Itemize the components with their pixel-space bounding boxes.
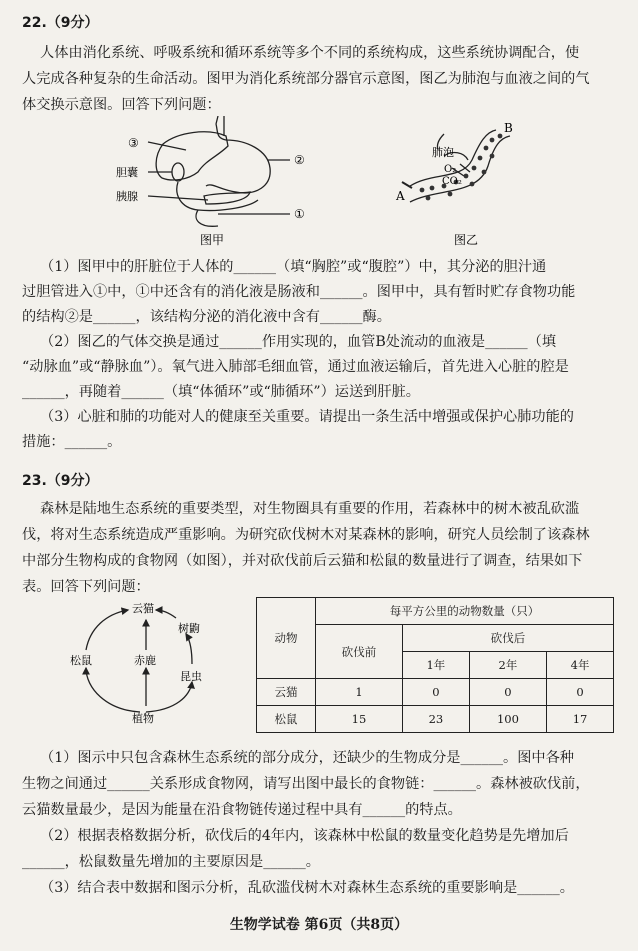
node-kunchong: 昆虫 xyxy=(180,670,202,683)
q23-intro-3: 中部分生物构成的食物网（如图），并对砍伐前后云猫和松鼠的数量进行了调查，结果如下 xyxy=(22,553,583,569)
th-animal: 动物 xyxy=(257,598,316,679)
figure-yi-caption: 图乙 xyxy=(454,233,479,247)
q22-part2-line1: （2）图乙的气体交换是通过______作用实现的，血管B处流动的血液是______（填 xyxy=(40,334,557,350)
q23-part2-line1: （2）根据表格数据分析，砍伐后的4年内，该森林中松鼠的数量变化趋势是先增加后 xyxy=(40,828,569,844)
node-chilu: 赤鹿 xyxy=(134,654,156,667)
cell-name: 松鼠 xyxy=(257,706,316,733)
cell-before: 1 xyxy=(316,679,403,706)
cell-y4: 0 xyxy=(547,679,614,706)
cell-before: 15 xyxy=(316,706,403,733)
cell-y1: 0 xyxy=(403,679,470,706)
cell-y2: 100 xyxy=(469,706,546,733)
th-before: 砍伐前 xyxy=(316,625,403,679)
q23-intro-1: 森林是陆地生态系统的重要类型，对生物圈具有重要的作用，若森林中的树木被乱砍滥 xyxy=(40,501,580,517)
q23-part2-line2: ______，松鼠数量先增加的主要原因是______。 xyxy=(22,854,320,870)
cell-y2: 0 xyxy=(469,679,546,706)
th-year-4: 4年 xyxy=(547,652,614,679)
label-alveolus: 肺泡 xyxy=(432,146,454,159)
q23-heading: 23.（9分） xyxy=(22,473,99,489)
q22-intro-1: 人体由消化系统、呼吸系统和循环系统等多个不同的系统构成，这些系统协调配合，使 xyxy=(40,45,580,61)
node-zhiwu: 植物 xyxy=(132,712,154,725)
figure-jia-caption: 图甲 xyxy=(200,233,225,247)
q22-heading: 22.（9分） xyxy=(22,15,99,31)
q22-part2-line3: ______，再随着______（填“体循环”或“肺循环”）运送到肝脏。 xyxy=(22,384,420,400)
page-footer: 生物学试卷 第6页（共8页） xyxy=(229,917,409,933)
q22-intro-3: 体交换示意图。回答下列问题： xyxy=(22,97,221,113)
label-vessel-a: A xyxy=(396,189,405,203)
label-vessel-b: B xyxy=(504,121,513,135)
th-year-2: 2年 xyxy=(469,652,546,679)
label-o2: O₂ xyxy=(444,164,457,175)
q22-part1-line2: 过胆管进入①中，①中还含有的消化液是肠液和______。图甲中，具有暂时贮存食物功能 xyxy=(22,284,576,300)
q22-part3-line2: 措施：______。 xyxy=(22,434,122,450)
table-row xyxy=(257,706,614,733)
figure-yi-gas-exchange xyxy=(392,116,532,252)
node-yunmao: 云猫 xyxy=(132,602,154,615)
cell-y4: 17 xyxy=(547,706,614,733)
node-shuqu: 树鼩 xyxy=(178,622,200,635)
q23-intro-4: 表。回答下列问题： xyxy=(22,579,150,595)
animal-count-table xyxy=(256,597,614,733)
label-gallbladder: 胆囊 xyxy=(116,166,138,179)
q22-part3-line1: （3）心脏和肺的功能对人的健康至关重要。请提出一条生活中增强或保护心肺功能的 xyxy=(40,409,574,425)
table-row xyxy=(257,679,614,706)
q22-part1-line3: 的结构②是______，该结构分泌的消化液中含有______酶。 xyxy=(22,309,391,325)
th-year-1: 1年 xyxy=(403,652,470,679)
q23-part1-line2: 生物之间通过______关系形成食物网，请写出图中最长的食物链：______。森林被砍伐前， xyxy=(22,776,590,792)
q22-part1-line1: （1）图甲中的肝脏位于人体的______（填“胸腔”或“腹腔”）中，其分泌的胆汁通 xyxy=(40,259,547,275)
q23-part3-line1: （3）结合表中数据和图示分析，乱砍滥伐树木对森林生态系统的重要影响是______。 xyxy=(40,880,574,896)
q22-intro-2: 人完成各种复杂的生命活动。图甲为消化系统部分器官示意图，图乙为肺泡与血液之间的气 xyxy=(22,71,590,87)
q23-intro-2: 伐，将对生态系统造成严重影响。为研究砍伐树木对某森林的影响，研究人员绘制了该森林 xyxy=(22,527,590,543)
label-n2: ② xyxy=(294,153,305,167)
node-songshu: 松鼠 xyxy=(70,654,92,667)
cell-name: 云猫 xyxy=(257,679,316,706)
th-after: 砍伐后 xyxy=(403,625,614,652)
label-co2: CO₂ xyxy=(442,176,462,187)
th-title: 每平方公里的动物数量（只） xyxy=(316,598,614,625)
q22-part2-line2: “动脉血”或“静脉血”）。氧气进入肺部毛细血管，通过血液运输后，首先进入心脏的腔是 xyxy=(22,359,569,375)
q23-part1-line3: 云猫数量最少，是因为能量在沿食物链传递过程中具有______的特点。 xyxy=(22,802,462,818)
food-web-diagram xyxy=(66,598,216,728)
cell-y1: 23 xyxy=(403,706,470,733)
figure-jia-digestive-system xyxy=(108,116,320,252)
q23-part1-line1: （1）图示中只包含森林生态系统的部分成分，还缺少的生物成分是______。图中各种 xyxy=(40,750,574,766)
label-n3: ③ xyxy=(128,136,139,150)
label-n1: ① xyxy=(294,207,305,221)
label-pancreas: 胰腺 xyxy=(116,190,138,203)
